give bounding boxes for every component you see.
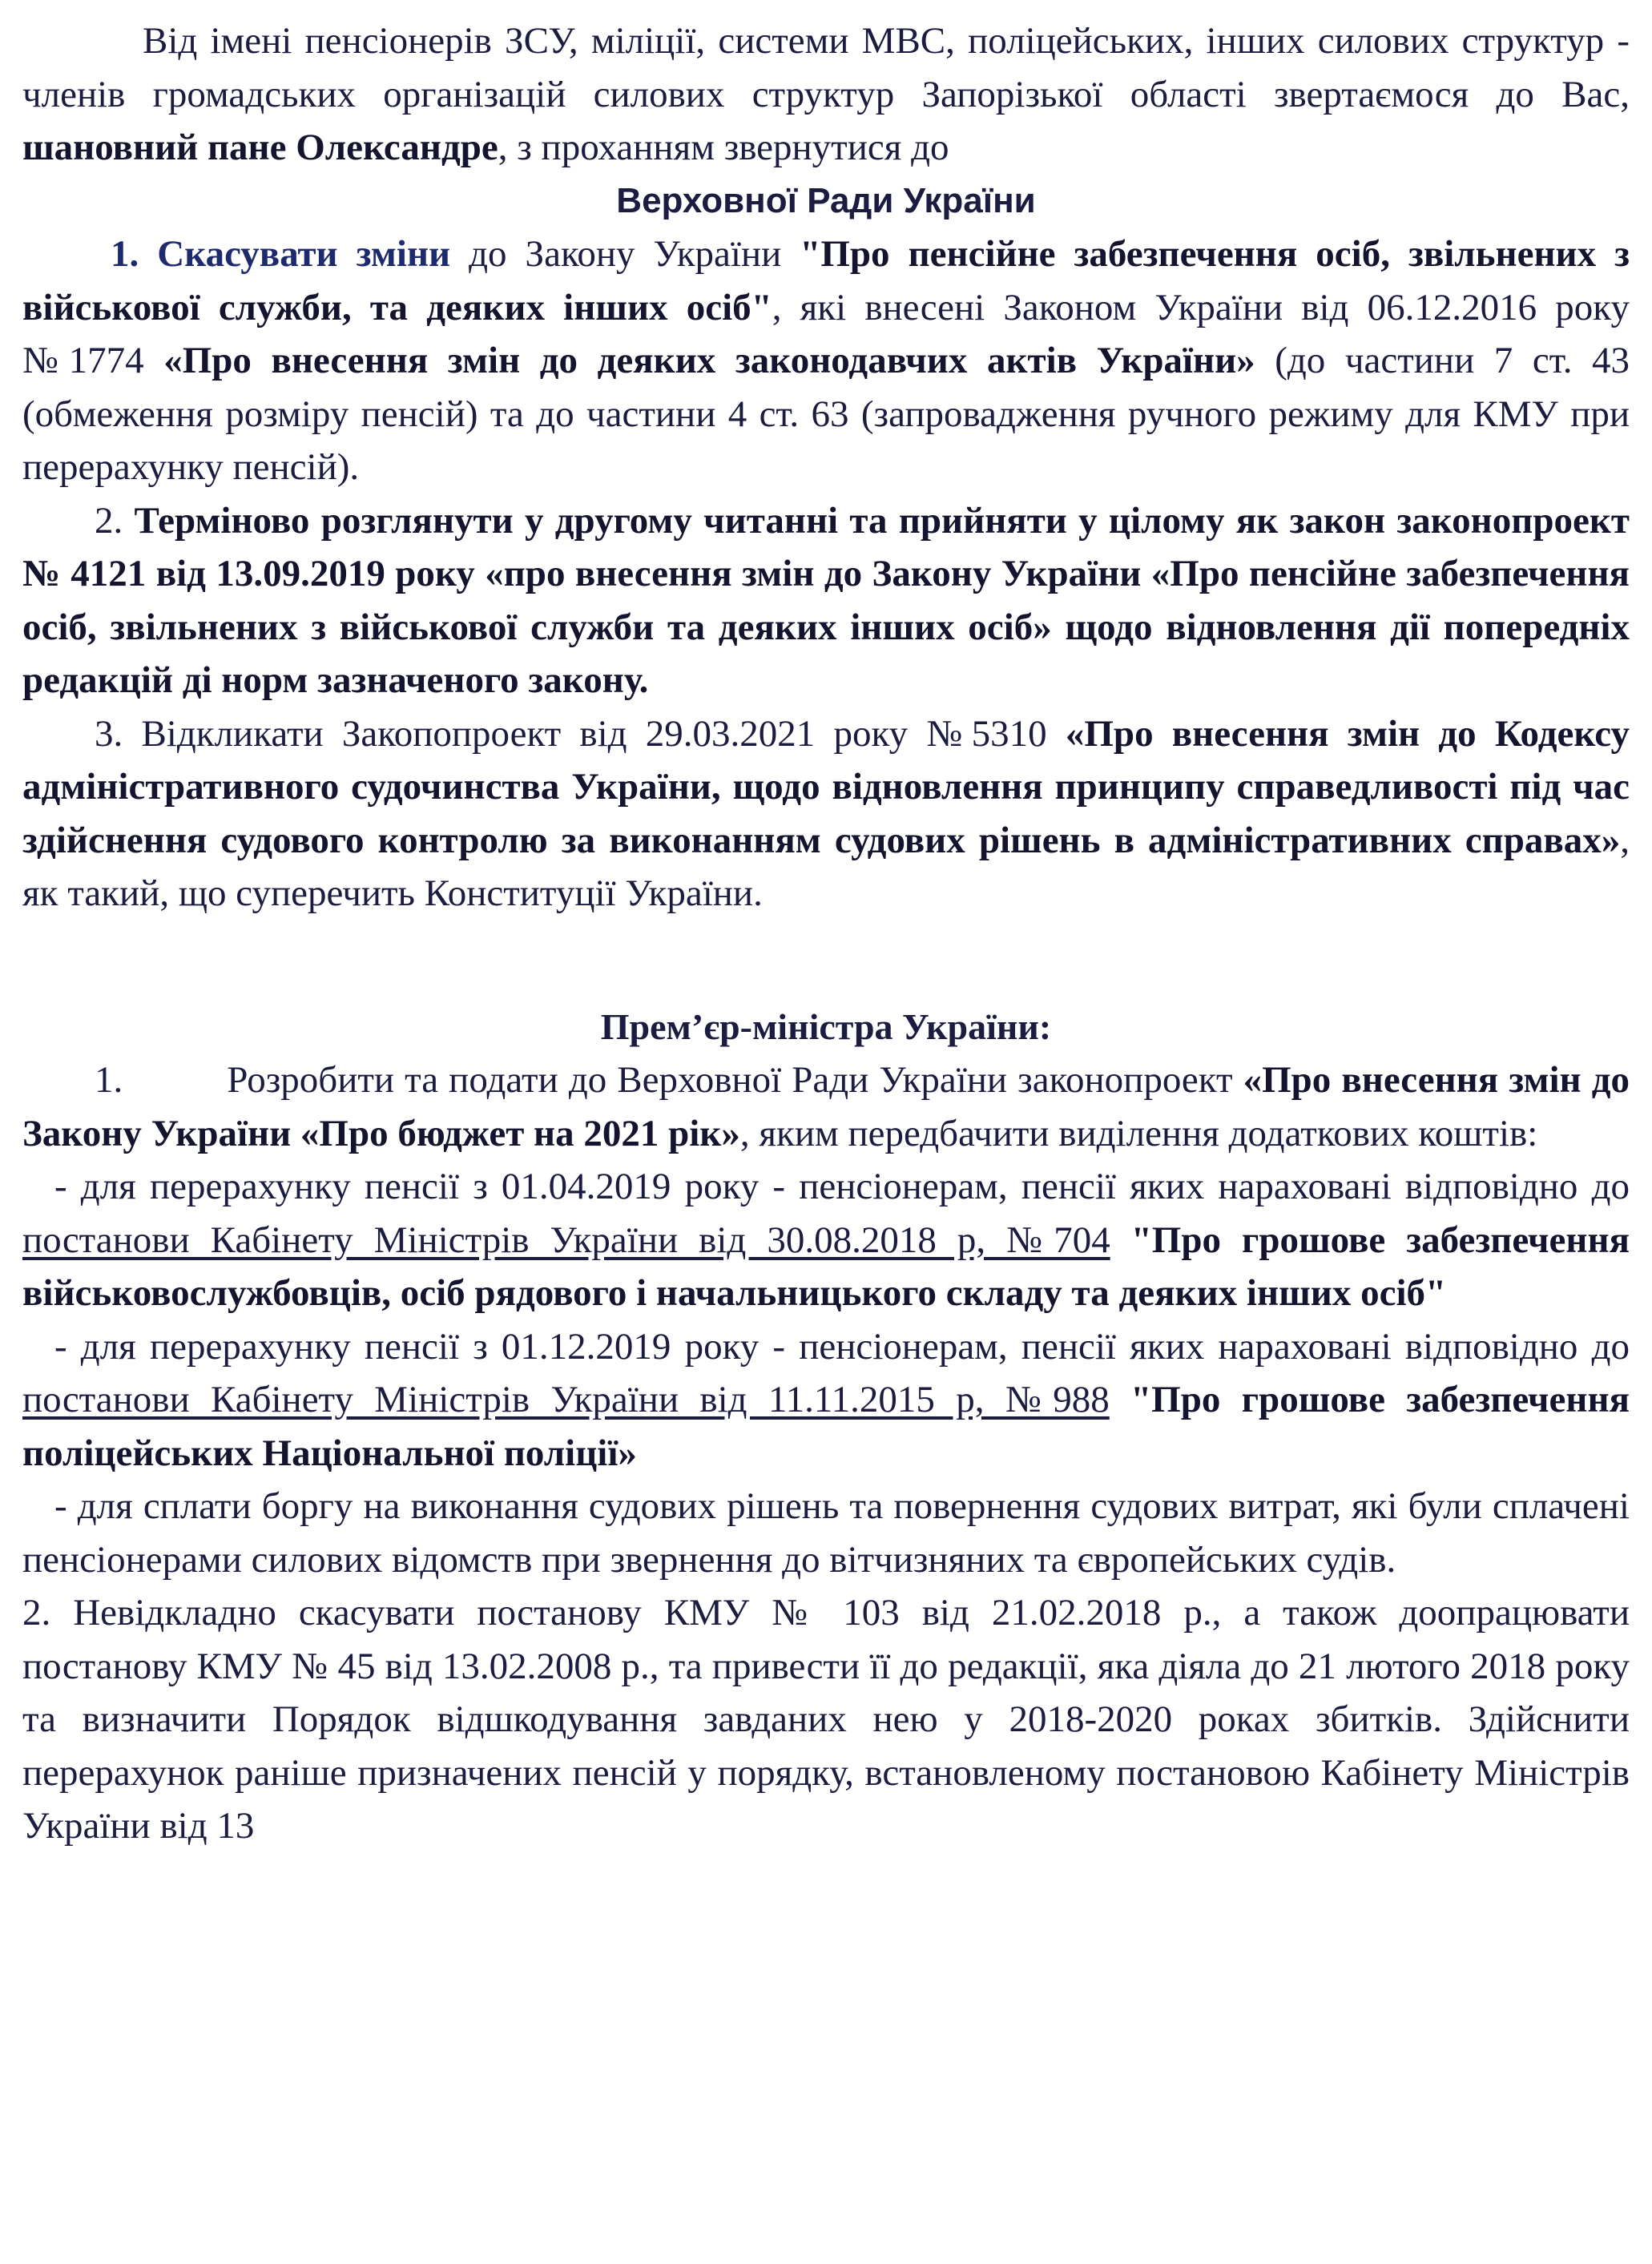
pm-dash-1-resolution: постанови Кабінету Міністрів України від 30.08.2018 р, №704 bbox=[22, 1219, 1110, 1261]
vr-item-2 bbox=[22, 494, 1630, 707]
vr-item-1-text-3: (до частини 7 ст. 43 (обмеження розміру пенсій) та до частини 4 ст. 63 (запровадження ручного режиму для КМУ при перерахунку пенсій). bbox=[22, 340, 1630, 488]
intro-paragraph bbox=[22, 14, 1630, 175]
vr-item-3-text-1: 3. Відкликати Закопопроект від 29.03.2021 року №5310 bbox=[95, 712, 1066, 755]
pm-dash-2-text: - для перерахунку пенсії з 01.12.2019 року - пенсіонерам, пенсії яких нараховані відповідно до bbox=[54, 1325, 1630, 1368]
vr-item-3-text-2: , як такий, що суперечить Конституції України. bbox=[22, 819, 1630, 914]
vr-item-1-text-1: до Закону України bbox=[450, 233, 800, 275]
pm-item-2-text: 2. Невідкладно скасувати постанову КМУ № 103 від 21.02.2018 р., а також доопрацювати постанову КМУ № 45 від 13.02.2008 р., та привести її до редакції, яка діяла до 21 лютого 2018 року та визначити Порядок відшкодування завданих нею у 2018-2020 роках збитків. Здійснити перерахунок раніше призначених пенсій у порядку, встановленому постановою Кабінету Міністрів України від 13 bbox=[22, 1592, 1630, 1847]
pm-dash-item-3 bbox=[22, 1480, 1630, 1586]
intro-address: шановний пане Олександре bbox=[22, 127, 498, 168]
vr-item-1-law-title: "Про пенсійне забезпечення осіб, звільнених з військової служби, та деяких інших осіб" bbox=[22, 233, 1630, 328]
pm-dash-1-resolution-title: "Про грошове забезпечення військовослужбовців, осіб рядового і начальницького складу та деяких інших осіб" bbox=[22, 1219, 1630, 1314]
pm-item-1-num: 1. bbox=[95, 1059, 123, 1101]
vr-item-1-text-2: , які внесені Законом України від 06.12.2016 року №1774 bbox=[22, 286, 1630, 381]
pm-dash-2-space bbox=[1110, 1379, 1130, 1420]
vr-item-1-act-title: «Про внесення змін до деяких законодавчих актів України» bbox=[163, 340, 1255, 381]
pm-item-1-text-1: Розробити та подати до Верховної Ради України законопроект bbox=[227, 1059, 1243, 1101]
vr-item-2-num: 2. bbox=[95, 499, 135, 542]
vr-item-3-bill-title: «Про внесення змін до Кодексу адміністративного судочинства України, щодо відновлення принципу справедливості під час здійснення судового контролю за виконанням судових рішень в адміністративних справах» bbox=[22, 712, 1630, 861]
pm-item-1-text-2: , яким передбачити виділення додаткових коштів: bbox=[739, 1112, 1538, 1154]
pm-dash-3-text: - для сплати боргу на виконання судових рішень та повернення судових витрат, які були сплачені пенсіонерами силових відомств при звернення до вітчизняних та європейських судів. bbox=[22, 1485, 1630, 1581]
pm-dash-1-text: - для перерахунку пенсії з 01.04.2019 року - пенсіонерам, пенсії яких нараховані відповідно до bbox=[54, 1166, 1630, 1207]
vr-item-1 bbox=[22, 228, 1630, 494]
pm-item-1-bill-title: «Про внесення змін до Закону України «Про бюджет на 2021 рік» bbox=[22, 1059, 1630, 1154]
vr-item-1-lead: 1. Скасувати зміни bbox=[111, 233, 451, 275]
pm-dash-2-resolution: постанови Кабінету Міністрів України від 11.11.2015 р, №988 bbox=[22, 1379, 1110, 1420]
pm-item-1 bbox=[22, 1053, 1630, 1160]
intro-text-end: , з проханням звернутися до bbox=[498, 127, 949, 168]
heading-verkhovna-rada: Верховної Ради України bbox=[616, 180, 1036, 220]
pm-dash-item-1 bbox=[22, 1160, 1630, 1320]
vr-item-3 bbox=[22, 707, 1630, 921]
letter-page bbox=[22, 14, 1630, 1853]
heading-prime-minister: Прем’єр-міністра України: bbox=[600, 1005, 1052, 1047]
pm-dash-1-space bbox=[1110, 1219, 1131, 1261]
pm-item-2 bbox=[22, 1586, 1630, 1853]
vr-item-2-text: Терміново розглянути у другому читанні та прийняти у цілому як закон законопроект № 4121 від 13.09.2019 року «про внесення змін до Закону України «Про пенсійне забезпечення осіб, звільнених з військової служби та деяких інших осіб» щодо відновлення дії попередніх редакцій ді норм зазначеного закону. bbox=[22, 499, 1630, 701]
pm-dash-item-2 bbox=[22, 1320, 1630, 1480]
intro-text-start: Від імені пенсіонерів ЗСУ, міліції, системи МВС, поліцейських, інших силових структур - членів громадських організацій силових структур Запорізької області звертаємося до Вас, bbox=[22, 20, 1630, 115]
pm-dash-2-resolution-title: "Про грошове забезпечення поліцейських Національної поліції» bbox=[22, 1379, 1630, 1474]
